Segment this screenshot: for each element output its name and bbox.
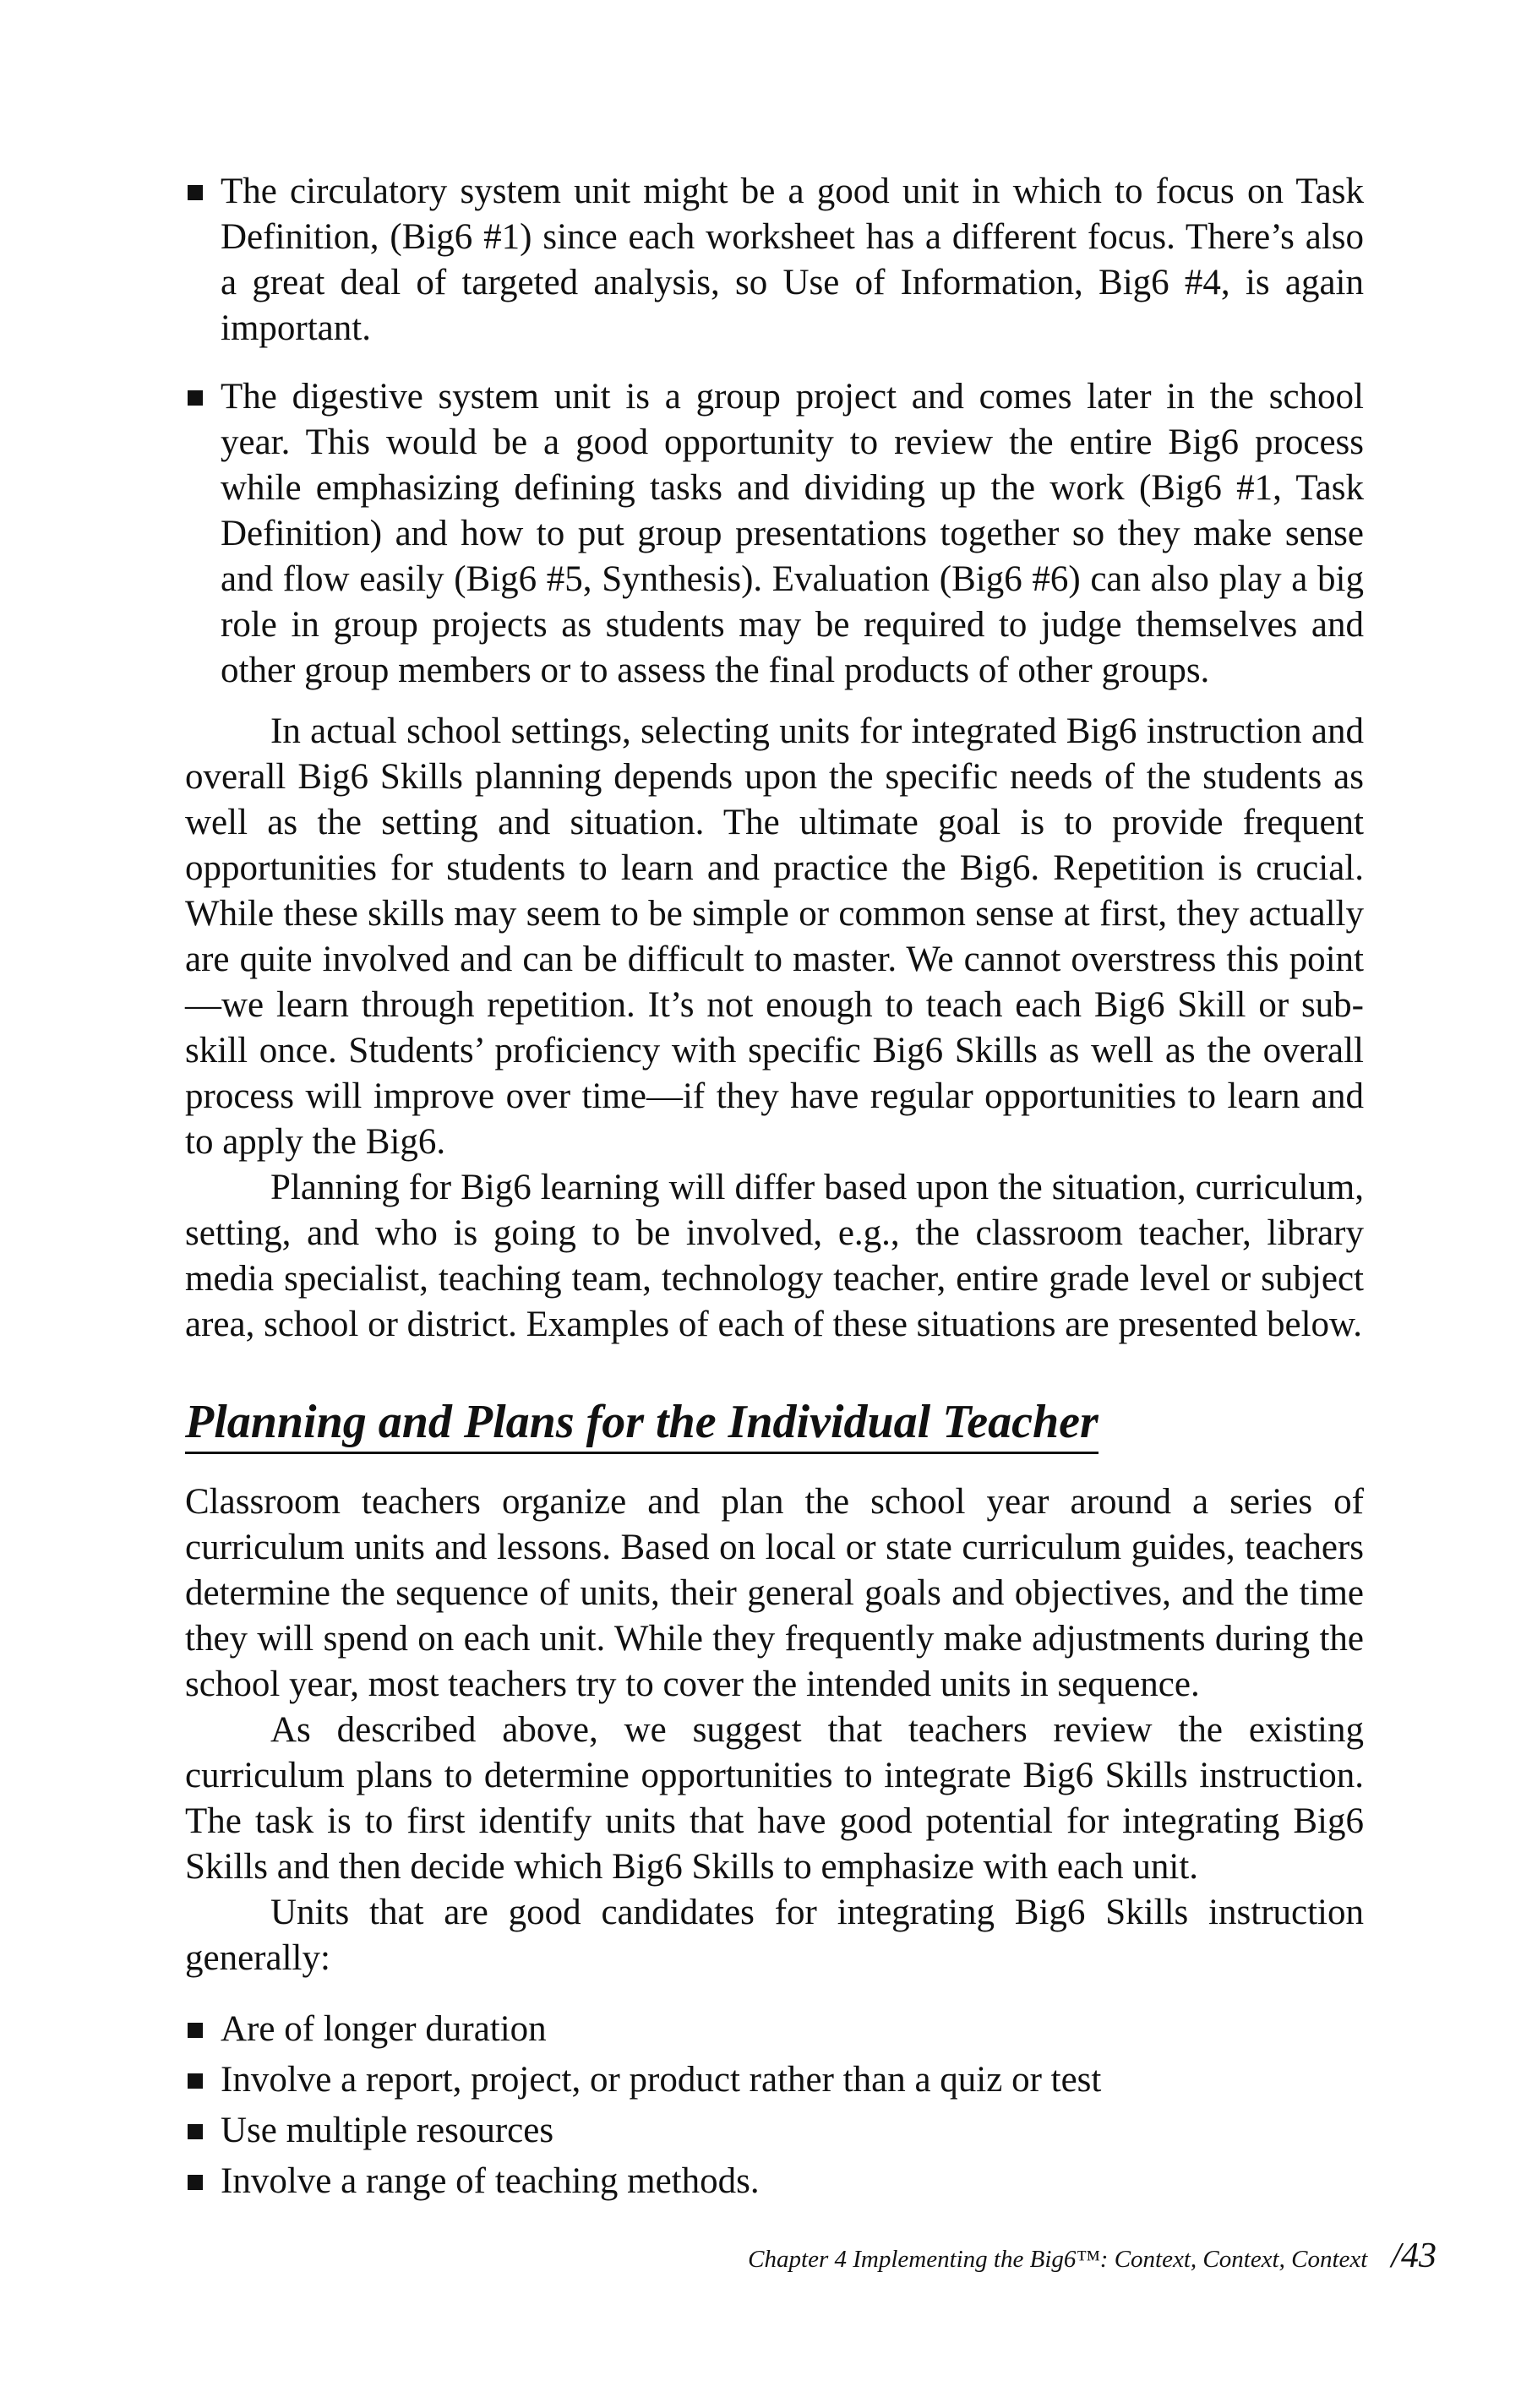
bullet-item (185, 2057, 1364, 2103)
bullet-item (185, 2108, 1364, 2154)
bullet-text: Involve a range of teaching methods. (221, 2161, 760, 2201)
square-bullet-icon (188, 2073, 203, 2089)
page-content (185, 169, 1364, 2209)
bullet-item (185, 374, 1364, 694)
paragraph: Units that are good candidates for integrating Big6 Skills instruction generally: (185, 1893, 1364, 1978)
bullet-item (185, 2159, 1364, 2204)
bullet-text: Involve a report, project, or product rather than a quiz or test (221, 2060, 1102, 2100)
paragraph: Classroom teachers organize and plan the school year around a series of curriculum units and lessons. Based on local or state curriculum guides, teachers determine the sequence of units, their general goals and objectives, and the time they will spend on each unit. While they frequently make adjustments during the school year, most teachers try to cover the intended units in sequence. (185, 1482, 1364, 1704)
section-heading: Planning and Plans for the Individual Teacher (185, 1394, 1098, 1454)
page-number: /43 (1391, 2236, 1436, 2275)
paragraph: In actual school settings, selecting units for integrated Big6 instruction and overall Big6 Skills planning depends upon the specific needs of the students as well as the setting and situation. The ultimate goal is to provide frequent opportunities for students to learn and practice the Big6. Repetition is crucial. While these skills may seem to be simple or common sense at first, they actually are quite involved and can be difficult to master. We cannot overstress this point—we learn through repetition. It’s not enough to teach each Big6 Skill or sub-skill once. Students’ proficiency with specific Big6 Skills as well as the overall process will improve over time—if they have regular opportunities to learn and to apply the Big6. (185, 711, 1364, 1162)
bullet-text: The circulatory system unit might be a good unit in which to focus on Task Definition, (Big6 #1) since each worksheet has a different focus. There’s also a great deal of targeted analysis, so Use of Information, Big6 #4, is again important. (221, 172, 1364, 348)
square-bullet-icon (188, 2124, 203, 2139)
page-footer (748, 2236, 1436, 2276)
bullet-text: Are of longer duration (221, 2009, 547, 2049)
square-bullet-icon (188, 390, 203, 406)
square-bullet-icon (188, 2175, 203, 2190)
bullet-text: Use multiple resources (221, 2111, 554, 2150)
paragraph: Planning for Big6 learning will differ based upon the situation, curriculum, setting, and who is going to be involved, e.g., the classroom teacher, library media specialist, teaching team, technology teacher, entire grade level or subject area, school or district. Examples of each of these situations are presented below. (185, 1168, 1364, 1344)
unit-bullet-list (185, 169, 1364, 694)
candidate-bullet-list (185, 2007, 1364, 2204)
paragraph: As described above, we suggest that teachers review the existing curriculum plans to determine opportunities to integrate Big6 Skills instruction. The task is to first identify units that have good potential for integrating Big6 Skills and then decide which Big6 Skills to emphasize with each unit. (185, 1710, 1364, 1887)
square-bullet-icon (188, 185, 203, 200)
chapter-title: Chapter 4 Implementing the Big6™: Context, Context, Context (748, 2246, 1368, 2273)
bullet-item (185, 2007, 1364, 2052)
bullet-text: The digestive system unit is a group project and comes later in the school year. This would be a good opportunity to review the entire Big6 process while emphasizing defining tasks and dividing up the work (Big6 #1, Task Definition) and how to put group presentations together so they make sense and flow easily (Big6 #5, Synthesis). Evaluation (Big6 #6) can also play a big role in group projects as students may be required to judge themselves and other group members or to assess the final products of other groups. (221, 377, 1364, 690)
square-bullet-icon (188, 2023, 203, 2038)
bullet-item (185, 169, 1364, 351)
